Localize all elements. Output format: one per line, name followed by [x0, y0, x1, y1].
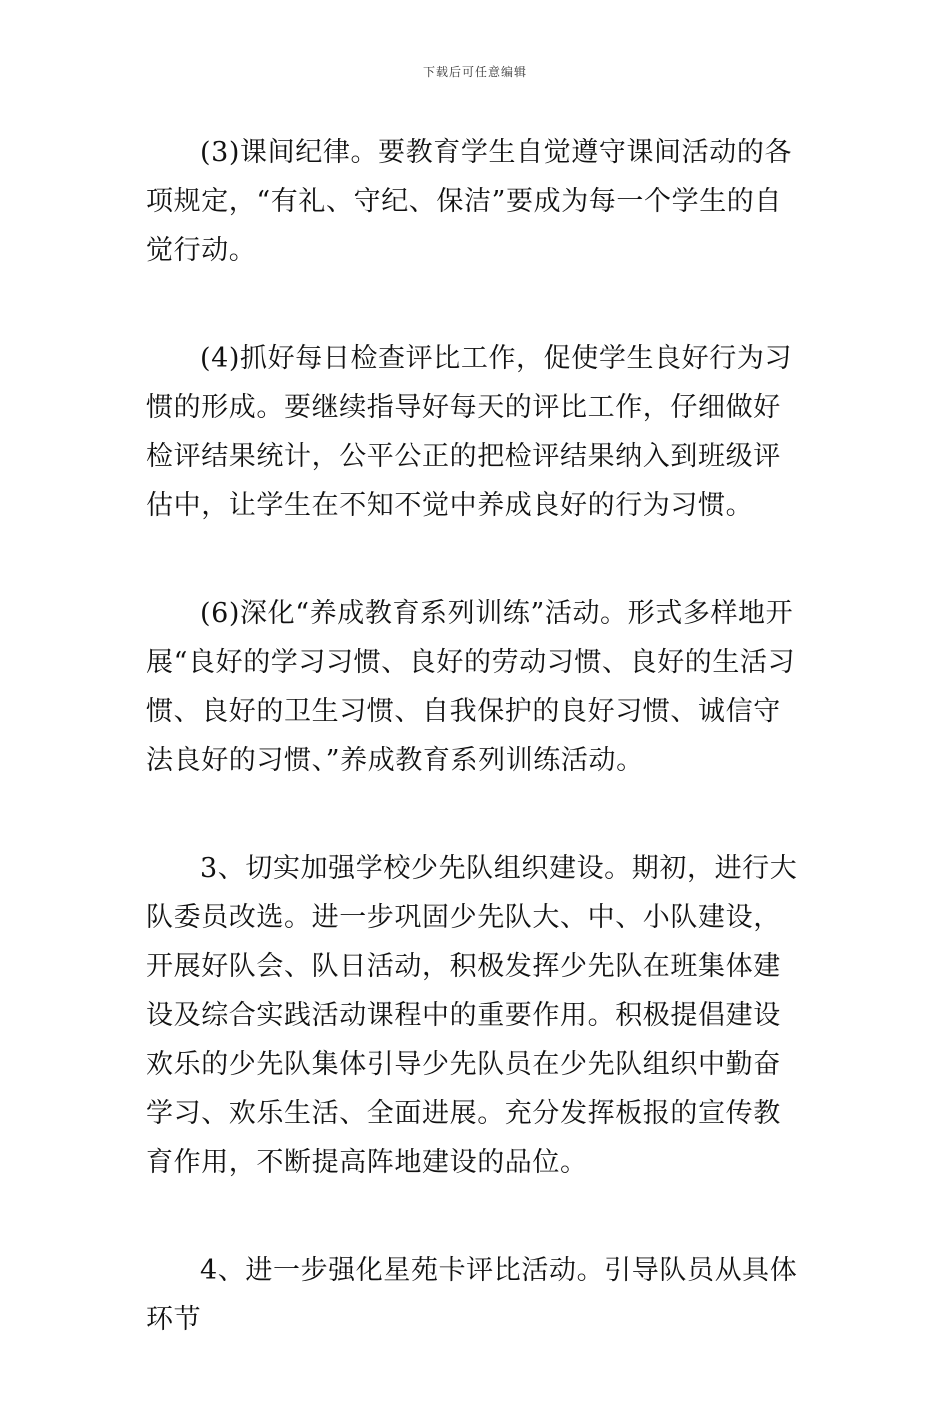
paragraph-habit-training: (6)深化“养成教育系列训练”活动。形式多样地开展“良好的学习习惯、良好的劳动习惯、良好的生活习惯、良好的卫生习惯、自我保护的良好习惯、诚信守法良好的习惯、”养成教育系列训练活动。	[146, 598, 796, 776]
paragraph-break-discipline: (3)课间纪律。要教育学生自觉遵守课间活动的各项规定，“有礼、守纪、保洁”要成为每一个学生的自觉行动。	[146, 137, 793, 266]
document-body	[146, 128, 806, 1403]
paragraph-young-pioneers: 3、切实加强学校少先队组织建设。期初，进行大队委员改选。进一步巩固少先队大、中、小队建设，开展好队会、队日活动，积极发挥少先队在班集体建设及综合实践活动课程中的重要作用。积极提倡建设欢乐的少先队集体引导少先队员在少先队组织中勤奋学习、欢乐生活、全面进展。充分发挥板报的宣传教育作用，不断提高阵地建设的品位。	[146, 853, 798, 1178]
paragraph-daily-inspection: (4)抓好每日检查评比工作，促使学生良好行为习惯的形成。要继续指导好每天的评比工作，仔细做好检评结果统计，公平公正的把检评结果纳入到班级评估中，让学生在不知不觉中养成良好的行为习惯。	[146, 343, 793, 521]
page-header-note: 下载后可任意编辑	[422, 65, 527, 79]
paragraph-star-card: 4、进一步强化星苑卡评比活动。引导队员从具体环节	[146, 1255, 798, 1335]
